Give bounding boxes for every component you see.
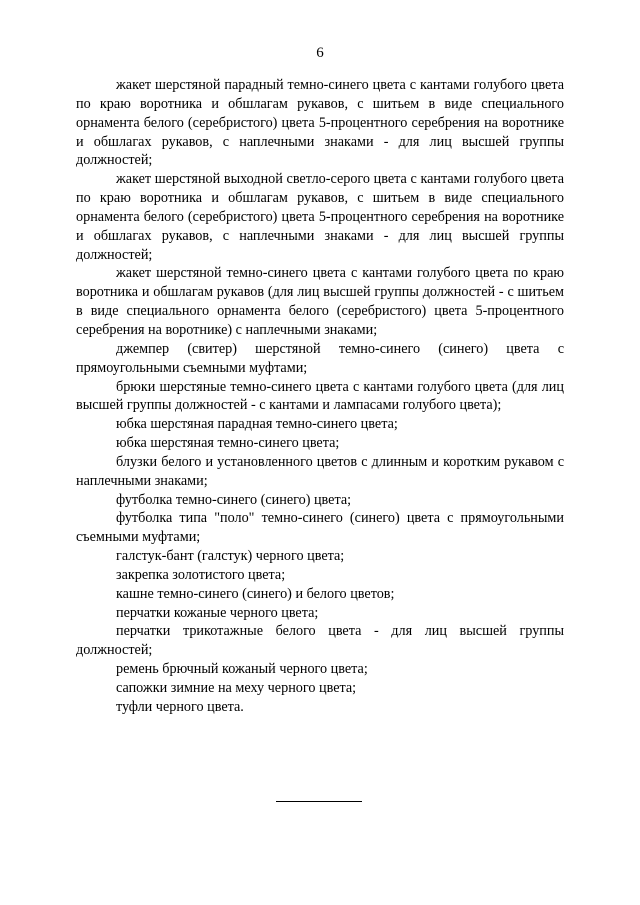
- list-item: блузки белого и установленного цветов с длинным и коротким рукавом с наплечными знаками;: [76, 453, 564, 489]
- list-item: юбка шерстяная темно-синего цвета;: [116, 435, 340, 452]
- list-item: сапожки зимние на меху черного цвета;: [116, 680, 357, 696]
- list-item: джемпер (свитер) шерстяной темно-синего (синего) цвета с прямоугольными съемными муфтами;: [76, 340, 564, 376]
- list-item: туфли черного цвета.: [116, 698, 244, 715]
- list-item: кашне темно-синего (синего) и белого цветов;: [116, 585, 395, 602]
- list-item: жакет шерстяной парадный темно-синего цвета с кантами голубого цвета по краю воротника и обшлагам рукавов, с шитьем в виде специального орнамента белого (серебристого) цвета 5-процентного серебрения на воротнике и обшлагах рукавов, с наплечными знаками - для лиц высшей группы должностей;: [76, 77, 564, 169]
- list-item: юбка шерстяная парадная темно-синего цвета;: [116, 416, 398, 433]
- list-item: перчатки трикотажные белого цвета - для лиц высшей группы должностей;: [76, 623, 564, 659]
- list-item: закрепка золотистого цвета;: [116, 566, 286, 583]
- end-separator-line: [276, 801, 362, 802]
- page-number: 6: [316, 45, 324, 61]
- list-item: перчатки кожаные черного цвета;: [116, 604, 319, 621]
- list-item: галстук-бант (галстук) черного цвета;: [116, 548, 345, 565]
- list-item: брюки шерстяные темно-синего цвета с кантами голубого цвета (для лиц высшей группы должностей - с кантами и лампасами голубого цвета);: [76, 378, 564, 414]
- uniform-items-list: [76, 76, 564, 717]
- list-item: футболка темно-синего (синего) цвета;: [116, 491, 352, 508]
- list-item: жакет шерстяной выходной светло-серого цвета с кантами голубого цвета по краю воротника и обшлагам рукавов, с шитьем в виде специального орнамента белого (серебристого) цвета 5-процентного серебрения на воротнике и обшлагах рукавов, с наплечными знаками - для лиц высшей группы должностей;: [76, 171, 564, 263]
- list-item: футболка типа "поло" темно-синего (синего) цвета с прямоугольными съемными муфтами;: [76, 510, 564, 546]
- list-item: ремень брючный кожаный черного цвета;: [116, 661, 368, 678]
- list-item: жакет шерстяной темно-синего цвета с кантами голубого цвета по краю воротника и обшлагам рукавов (для лиц высшей группы должностей - с шитьем в виде специального орнамента белого (серебристого) цвета 5-процентного серебрения на воротнике) с наплечными знаками;: [76, 265, 564, 338]
